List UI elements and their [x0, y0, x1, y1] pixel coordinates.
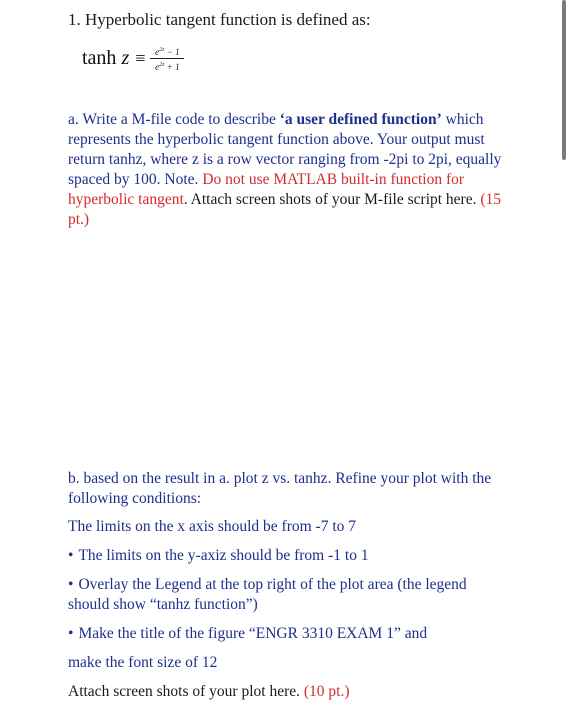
tanh-formula [82, 38, 184, 78]
cond-y-limits [68, 546, 369, 566]
num-base: e [155, 46, 160, 57]
bullet-y: • [68, 547, 74, 564]
part-b-attach-text: Attach screen shots of your plot here. [68, 683, 304, 700]
num-exp: 2z [159, 46, 165, 53]
cond-y-text: The limits on the y-axiz should be from -1 to 1 [78, 547, 369, 564]
part-b-attach [68, 682, 350, 702]
den-base: e [155, 61, 160, 72]
cond-legend-text: Overlay the Legend at the top right of the plot area (the legend should show “tanhz function”) [68, 576, 467, 613]
formula-numerator [153, 45, 181, 57]
part-a-bold: ‘a user defined function’ [279, 111, 442, 128]
part-a-points: (15 pt.) [68, 191, 502, 228]
vertical-scrollbar[interactable] [562, 0, 566, 160]
formula-fraction [150, 45, 184, 72]
part-a-text1: a. Write a M-file code to describe [68, 111, 280, 128]
formula-var: z [121, 46, 130, 69]
fraction-bar [150, 58, 184, 59]
formula-tanh: tanh [82, 46, 117, 69]
cond-x-limits: The limits on the x axis should be from -7 to 7 [68, 518, 357, 535]
part-b-intro: b. based on the result in a. plot z vs. tanhz. Refine your plot with the following conditions: [68, 470, 492, 507]
cond-title [68, 624, 427, 644]
part-a-red-note: Do not use MATLAB built-in function for hyperbolic tangent [68, 171, 465, 208]
formula-lhs [82, 47, 129, 70]
cond-legend [68, 575, 504, 615]
part-b-points: (10 pt.) [303, 683, 350, 700]
formula-denominator [153, 60, 181, 72]
part-a-text3: . Attach screen shots of your M-file script here. [183, 191, 481, 208]
den-exp: 2z [159, 61, 165, 68]
part-a-text2: which represents the hyperbolic tangent function above. Your output must return tanhz, where z is a row vector ranging from -2pi to 2pi, equally spaced by 100. Note. [68, 111, 502, 188]
bullet-title: • [68, 625, 74, 642]
cond-title-text: Make the title of the figure “ENGR 3310 EXAM 1” and [78, 625, 428, 642]
question-title: 1. Hyperbolic tangent function is defined as: [68, 10, 371, 29]
formula-equiv: ≡ [135, 47, 146, 68]
cond-font-size: make the font size of 12 [68, 654, 218, 671]
den-rest: + 1 [164, 61, 180, 72]
num-rest: − 1 [164, 46, 180, 57]
part-a-paragraph [68, 110, 504, 230]
bullet-legend: • [68, 576, 74, 593]
